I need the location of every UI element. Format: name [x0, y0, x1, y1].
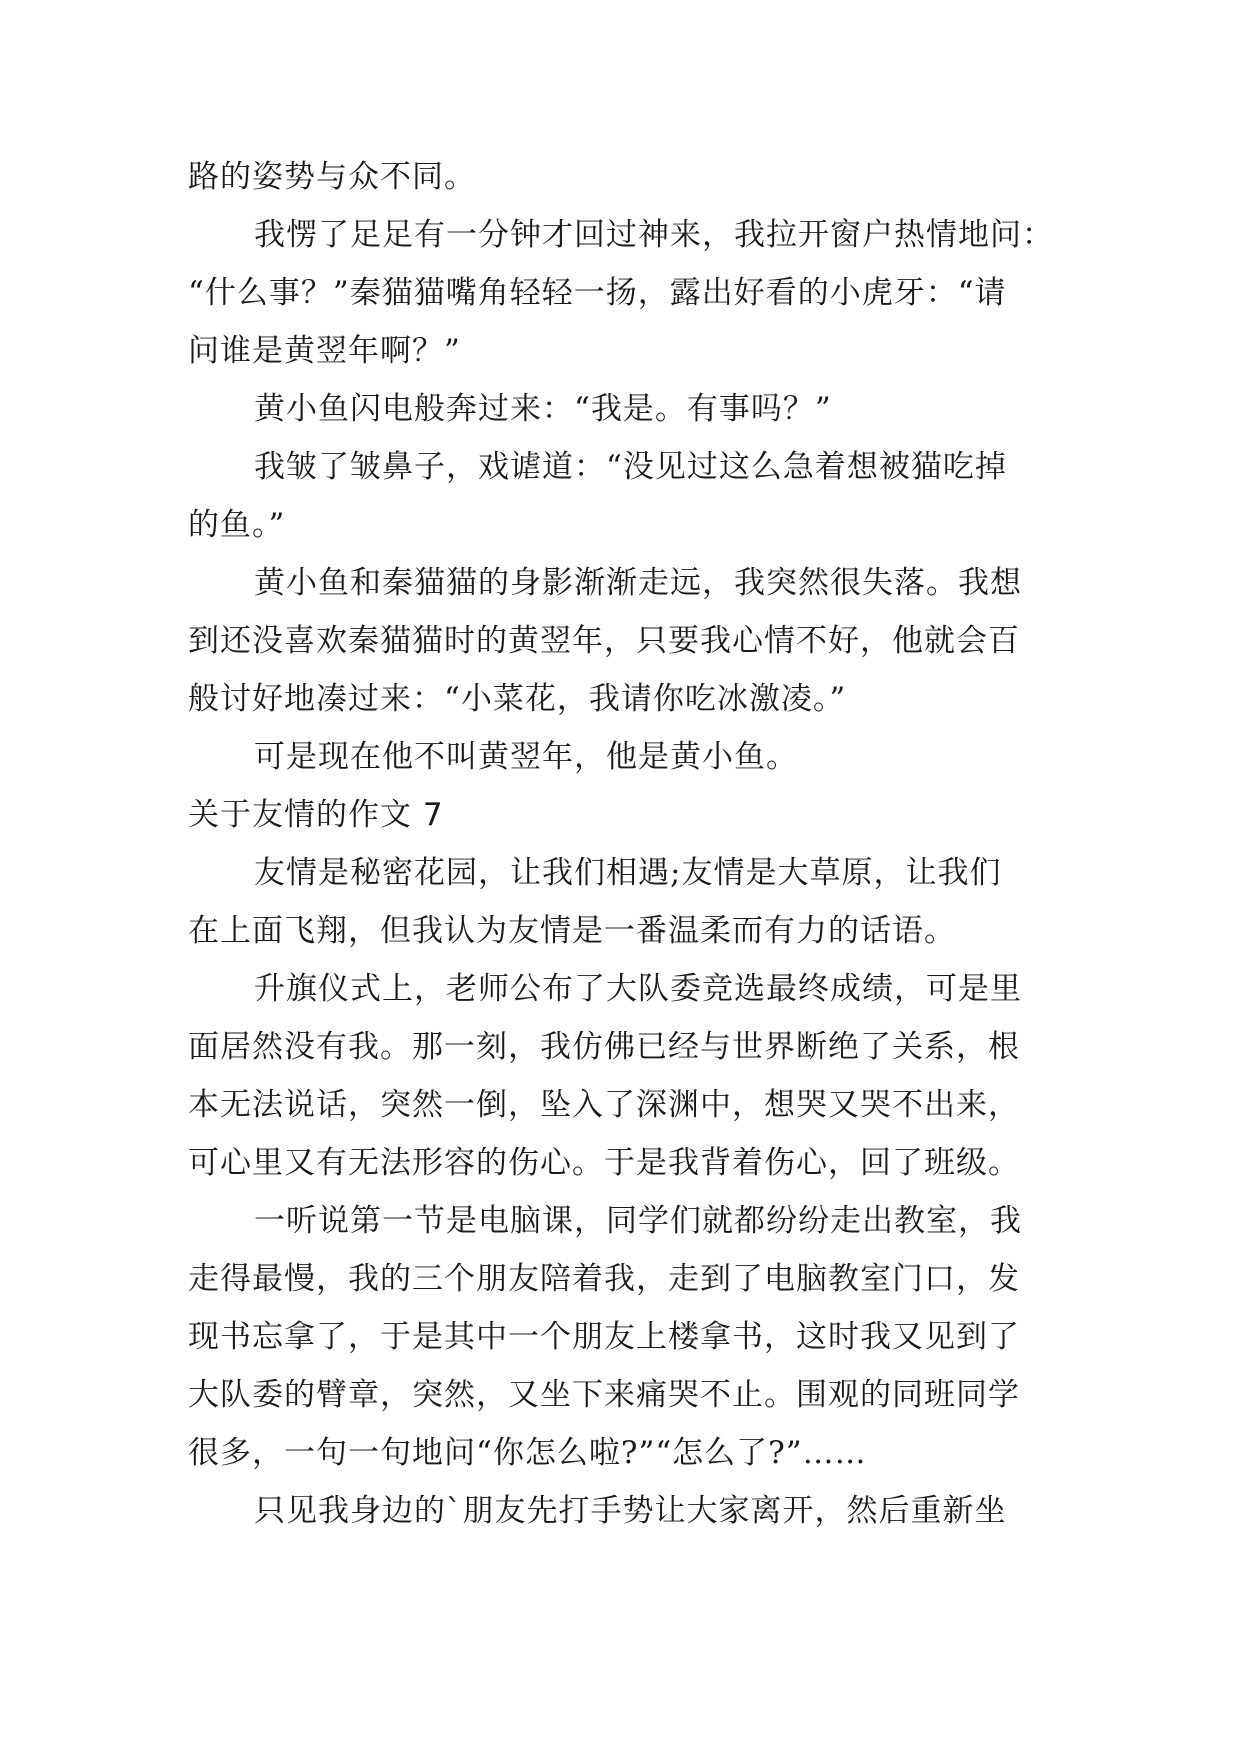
paragraph-line: 黄小鱼和秦猫猫的身影渐渐走远，我突然很失落。我想: [254, 565, 1022, 601]
paragraph-line: 本无法说话，突然一倒，坠入了深渊中，想哭又哭不出来，: [188, 1087, 1020, 1123]
paragraph-line: 现书忘拿了，于是其中一个朋友上楼拿书，这时我又见到了: [188, 1319, 1020, 1355]
paragraph-line: 走得最慢，我的三个朋友陪着我，走到了电脑教室门口，发: [188, 1261, 1020, 1297]
document-body: [188, 148, 1068, 1540]
paragraph-line: 一听说第一节是电脑课，同学们就都纷纷走出教室，我: [254, 1203, 1022, 1239]
paragraph-line: 般讨好地凑过来：“小菜花，我请你吃冰激凌。”: [188, 681, 847, 717]
paragraph-line: 可心里又有无法形容的伤心。于是我背着伤心，回了班级。: [188, 1145, 1020, 1181]
paragraph-line: 只见我身边的`朋友先打手势让大家离开，然后重新坐: [254, 1493, 1007, 1529]
paragraph-line: 路的姿势与众不同。: [188, 159, 476, 195]
paragraph-line: 面居然没有我。那一刻，我仿佛已经与世界断绝了关系，根: [188, 1029, 1020, 1065]
paragraph-line: 到还没喜欢秦猫猫时的黄翌年，只要我心情不好，他就会百: [188, 623, 1020, 659]
paragraph-line: 我愣了足足有一分钟才回过神来，我拉开窗户热情地问：: [254, 217, 1054, 253]
paragraph-line: 的鱼。”: [188, 507, 286, 543]
section-heading: 关于友情的作文 7: [188, 797, 444, 833]
paragraph-line: 问谁是黄翌年啊？”: [188, 333, 461, 369]
paragraph-line: 可是现在他不叫黄翌年，他是黄小鱼。: [254, 739, 798, 775]
paragraph-line: 大队委的臂章，突然，又坐下来痛哭不止。围观的同班同学: [188, 1377, 1020, 1413]
paragraph-line: 黄小鱼闪电般奔过来：“我是。有事吗？”: [254, 391, 832, 427]
paragraph-line: 我皱了皱鼻子，戏谑道：“没见过这么急着想被猫吃掉: [254, 449, 1007, 485]
paragraph-line: 升旗仪式上，老师公布了大队委竞选最终成绩，可是里: [254, 971, 1022, 1007]
paragraph-line: 友情是秘密花园，让我们相遇;友情是大草原，让我们: [254, 855, 1002, 891]
paragraph-line: 在上面飞翔，但我认为友情是一番温柔而有力的话语。: [188, 913, 956, 949]
paragraph-line: “什么事？”秦猫猫嘴角轻轻一扬，露出好看的小虎牙：“请: [188, 275, 1007, 311]
paragraph-line: 很多，一句一句地问“你怎么啦?”“怎么了?”……: [188, 1435, 867, 1471]
